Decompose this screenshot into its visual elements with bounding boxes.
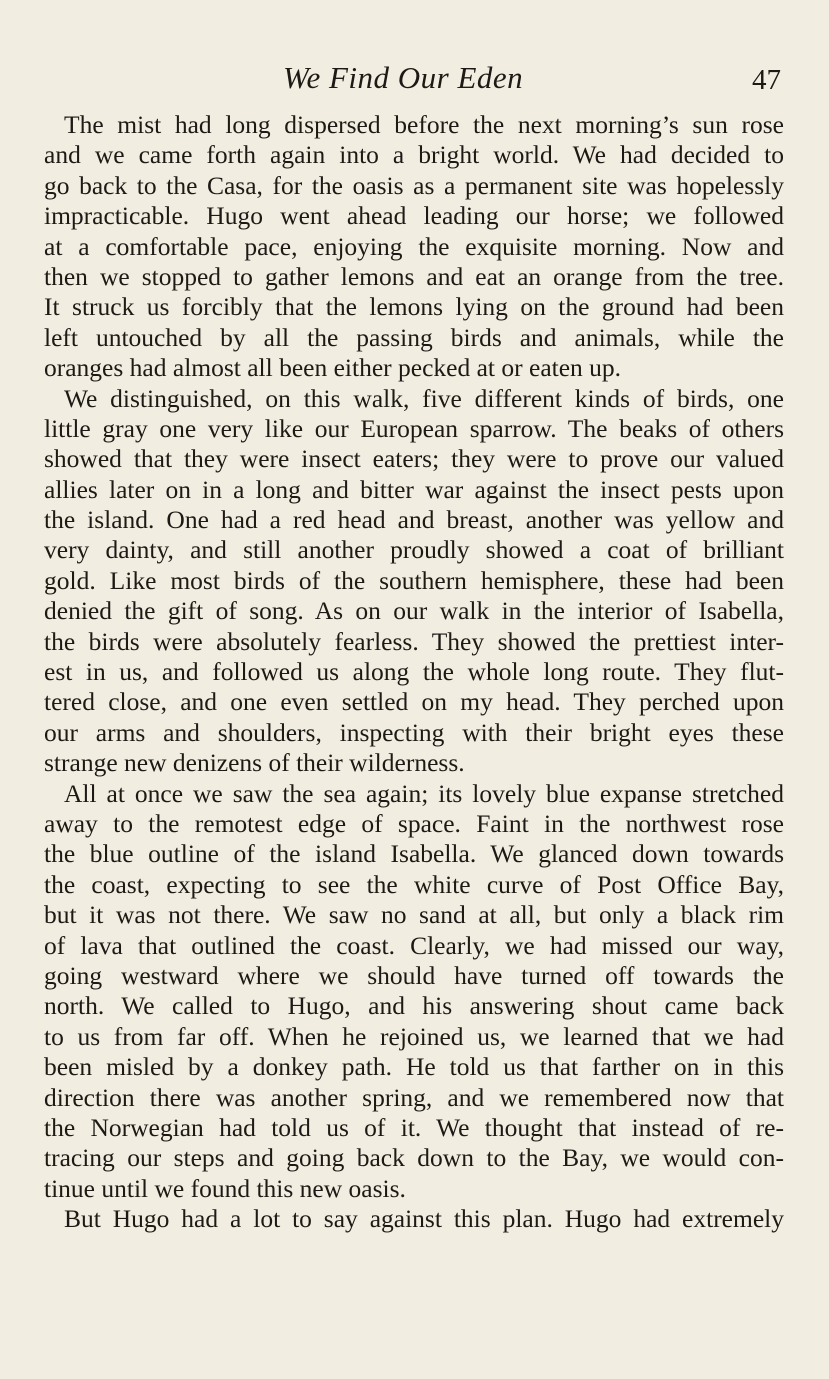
text-line: tered close, and one even settled on my head. They perched upon bbox=[44, 687, 784, 717]
text-line: denied the gift of song. As on our walk in the interior of Isabella, bbox=[44, 596, 784, 626]
text-line: tinue until we found this new oasis. bbox=[44, 1173, 406, 1203]
text-line: of lava that outlined the coast. Clearly, we had missed our way, bbox=[44, 930, 784, 960]
text-line: going westward where we should have turned off towards the bbox=[44, 960, 784, 990]
text-line: It struck us forcibly that the lemons lying on the ground had been bbox=[44, 292, 784, 322]
text-line: left untouched by all the passing birds and animals, while the bbox=[44, 322, 784, 352]
text-line: away to the remotest edge of space. Faint in the northwest rose bbox=[44, 808, 784, 838]
text-line: impracticable. Hugo went ahead leading our horse; we followed bbox=[44, 201, 784, 231]
chapter-title: We Find Our Eden bbox=[283, 60, 524, 95]
text-line: the birds were absolutely fearless. They showed the prettiest inter- bbox=[44, 626, 784, 656]
text-line: north. We called to Hugo, and his answering shout came back bbox=[44, 991, 784, 1021]
text-line: direction there was another spring, and we remembered now that bbox=[44, 1082, 784, 1112]
text-line: very dainty, and still another proudly showed a coat of brilliant bbox=[44, 535, 784, 565]
text-line: the coast, expecting to see the white curve of Post Office Bay, bbox=[44, 869, 784, 899]
text-line: We distinguished, on this walk, five different kinds of birds, one bbox=[64, 383, 784, 413]
text-line: and we came forth again into a bright world. We had decided to bbox=[44, 140, 784, 170]
text-line: been misled by a donkey path. He told us that farther on in this bbox=[44, 1052, 784, 1082]
text-line: allies later on in a long and bitter war against the insect pests upon bbox=[44, 474, 784, 504]
text-line: oranges had almost all been either pecked at or eaten up. bbox=[44, 353, 622, 383]
text-line: the Norwegian had told us of it. We thought that instead of re- bbox=[44, 1112, 784, 1142]
text-line: strange new denizens of their wilderness. bbox=[44, 748, 465, 778]
body-text bbox=[44, 110, 784, 1234]
text-line: go back to the Casa, for the oasis as a permanent site was hopelessly bbox=[44, 170, 784, 200]
text-line: at a comfortable pace, enjoying the exquisite morning. Now and bbox=[44, 231, 784, 261]
page-number: 47 bbox=[752, 64, 781, 96]
text-line: All at once we saw the sea again; its lovely blue expanse stretched bbox=[64, 778, 784, 808]
text-line: tracing our steps and going back down to the Bay, we would con- bbox=[44, 1143, 784, 1173]
text-line: little gray one very like our European sparrow. The beaks of others bbox=[44, 413, 784, 443]
text-line: The mist had long dispersed before the next morning’s sun rose bbox=[64, 110, 784, 139]
text-line: gold. Like most birds of the southern hemisphere, these had been bbox=[44, 565, 784, 595]
text-line: to us from far off. When he rejoined us, we learned that we had bbox=[44, 1021, 784, 1051]
text-line: then we stopped to gather lemons and eat an orange from the tree. bbox=[44, 261, 784, 291]
text-line: our arms and shoulders, inspecting with their bright eyes these bbox=[44, 717, 784, 747]
text-line: showed that they were insect eaters; they were to prove our valued bbox=[44, 444, 784, 474]
text-line: the island. One had a red head and breast, another was yellow and bbox=[44, 505, 784, 535]
text-line: but it was not there. We saw no sand at all, but only a black rim bbox=[44, 900, 784, 930]
text-line: est in us, and followed us along the whole long route. They flut- bbox=[44, 657, 784, 687]
running-header bbox=[0, 60, 829, 100]
text-line: the blue outline of the island Isabella. We glanced down towards bbox=[44, 839, 784, 869]
text-line: But Hugo had a lot to say against this plan. Hugo had extremely bbox=[64, 1204, 784, 1234]
